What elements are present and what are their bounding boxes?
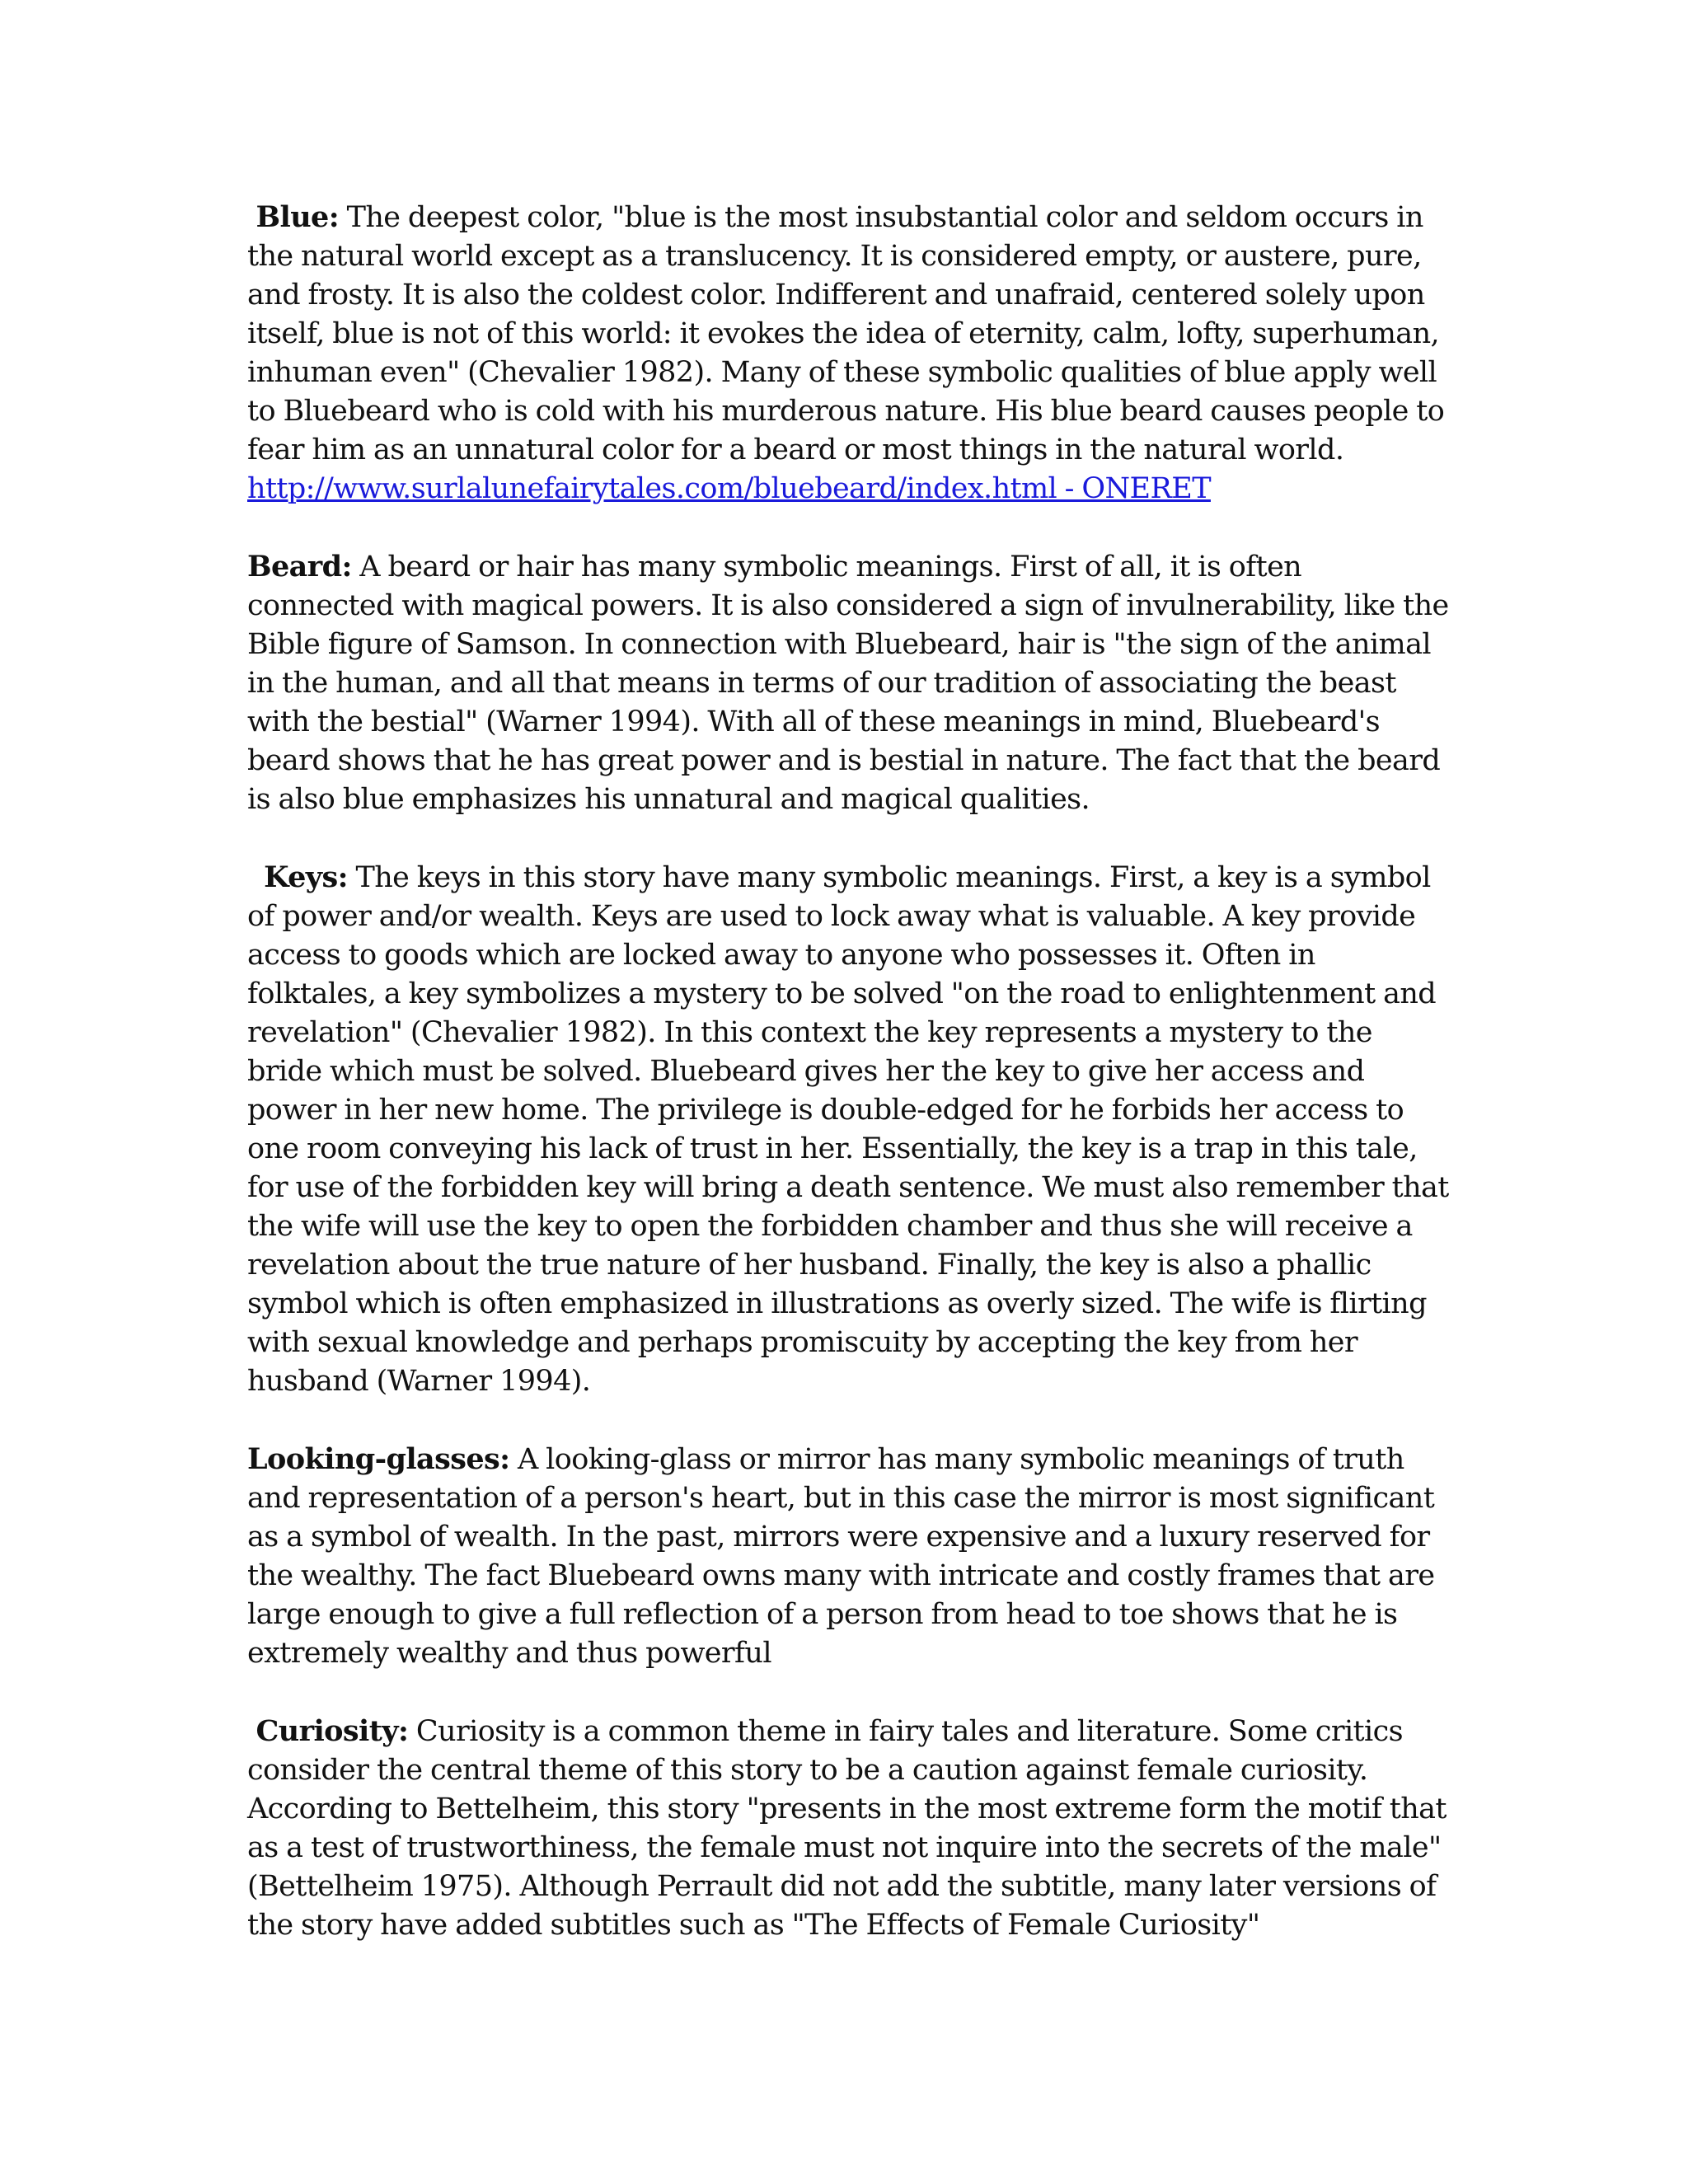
term-curiosity: Curiosity:	[256, 1714, 409, 1748]
term-blue: Blue:	[256, 200, 340, 234]
paragraph-curiosity	[247, 1712, 1451, 1945]
paragraph-looking-glasses	[247, 1440, 1451, 1673]
surlalune-link[interactable]: http://www.surlalunefairytales.com/bluebeard/index.html - ONERET	[247, 472, 1211, 505]
paragraph-text: A looking-glass or mirror has many symbolic meanings of truth and representation of a person's heart, but in this case the mirror is most significant as a symbol of wealth. In the past, mirrors were expensive and a luxury reserved for the wealthy. The fact Bluebeard owns many with intricate and costly frames that are large enough to give a full reflection of a person from head to toe shows that he is extremely wealthy and thus powerful	[247, 1443, 1435, 1670]
paragraph-beard	[247, 547, 1451, 819]
leading-space	[247, 861, 264, 894]
term-looking-glasses: Looking-glasses:	[247, 1442, 510, 1476]
paragraph-keys	[247, 858, 1451, 1401]
paragraph-text: Curiosity is a common theme in fairy tales and literature. Some critics consider the central theme of this story to be a caution against female curiosity. According to Bettelheim, this story "presents in the most extreme form the motif that as a test of trustworthiness, the female must not inquire into the secrets of the male" (Bettelheim 1975). Although Perrault did not add the subtitle, many later versions of the story have added subtitles such as "The Effects of Female Curiosity"	[247, 1715, 1447, 1942]
term-keys: Keys:	[264, 860, 348, 894]
paragraph-text: The keys in this story have many symbolic meanings. First, a key is a symbol of power and/or wealth. Keys are used to lock away what is valuable. A key provide access to goods which are locked away to anyone who possesses it. Often in folktales, a key symbolizes a mystery to be solved "on the road to enlightenment and revelation" (Chevalier 1982). In this context the key represents a mystery to the bride which must be solved. Bluebeard gives her the key to give her access and power in her new home. The privilege is double-edged for he forbids her access to one room conveying his lack of trust in her. Essentially, the key is a trap in this tale, for use of the forbidden key will bring a death sentence. We must also remember that the wife will use the key to open the forbidden chamber and thus she will receive a revelation about the true nature of her husband. Finally, the key is also a phallic symbol which is often emphasized in illustrations as overly sized. The wife is flirting with sexual knowledge and perhaps promiscuity by accepting the key from her husband (Warner 1994).	[247, 861, 1449, 1398]
paragraph-text: A beard or hair has many symbolic meanings. First of all, it is often connected with magical powers. It is also considered a sign of invulnerability, like the Bible figure of Samson. In connection with Bluebeard, hair is "the sign of the animal in the human, and all that means in terms of our tradition of associating the beast with the bestial" (Warner 1994). With all of these meanings in mind, Bluebeard's beard shows that he has great power and is bestial in nature. The fact that the beard is also blue emphasizes his unnatural and magical qualities.	[247, 551, 1449, 816]
leading-space	[247, 1715, 256, 1748]
paragraph-text: The deepest color, "blue is the most insubstantial color and seldom occurs in the natural world except as a translucency. It is considered empty, or austere, pure, and frosty. It is also the coldest color. Indifferent and unafraid, centered solely upon itself, blue is not of this world: it evokes the idea of eternity, calm, lofty, superhuman, inhuman even" (Chevalier 1982). Many of these symbolic qualities of blue apply well to Bluebeard who is cold with his murderous nature. His blue beard causes people to fear him as an unnatural color for a beard or most things in the natural world.	[247, 201, 1445, 466]
leading-space	[247, 201, 256, 234]
document-body	[247, 198, 1451, 1984]
paragraph-blue	[247, 198, 1451, 470]
term-beard: Beard:	[247, 550, 352, 583]
